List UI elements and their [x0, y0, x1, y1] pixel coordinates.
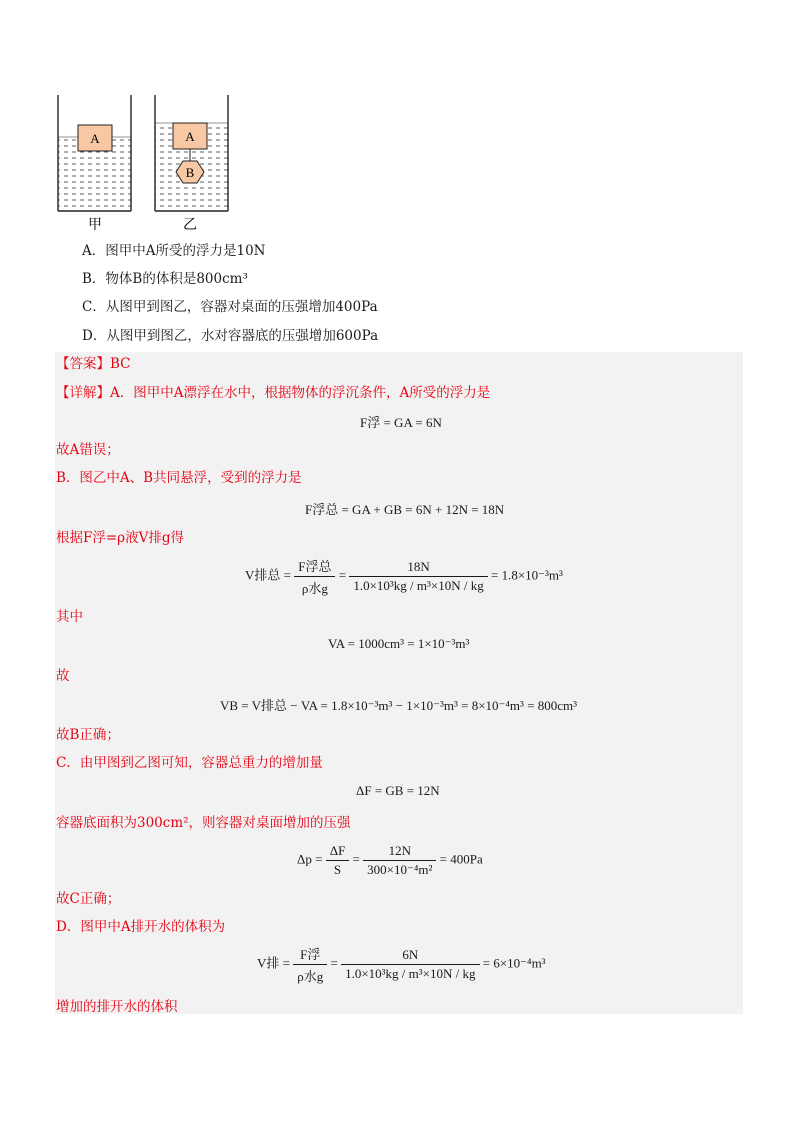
option-b: B．物体B的体积是800cm³ [82, 271, 248, 287]
container-left [58, 95, 131, 211]
option-d: D．从图甲到图乙，水对容器底的压强增加600Pa [82, 328, 379, 344]
equation-4: VA = 1000cm³ = 1×10⁻³m³ [328, 636, 470, 651]
block-b-label: B [185, 165, 195, 180]
explanation-d-intro: D．图甲中A排开水的体积为 [56, 919, 226, 935]
equation-5: VB = V排总 − VA = 1.8×10⁻³m³ − 1×10⁻³m³ = 8×10⁻⁴m³ = 800cm³ [220, 698, 578, 713]
explanation-b-conclusion: 故B正确； [56, 727, 120, 743]
option-c: C．从图甲到图乙，容器对桌面的压强增加400Pa [82, 299, 378, 315]
explanation-c-area: 容器底面积为300cm²，则容器对桌面增加的压强 [56, 815, 351, 831]
explanation-b-where: 其中 [56, 609, 83, 625]
container-figure [55, 95, 235, 235]
equation-2: F浮总 = GA + GB = 6N + 12N = 18N [305, 502, 505, 517]
explanation-a-conclusion: 故A错误； [56, 442, 120, 458]
equation-8: V排 = $\frac{\text{F浮}}{\text{ρ水g}}$ = $\frac{6N}{\text{1.0×10³kg / m³×10N / kg}}$ = 6×10⁻⁴m³ [257, 944, 546, 985]
explanation-b-intro: B．图乙中A、B共同悬浮，受到的浮力是 [56, 470, 302, 486]
equation-3: V排总 = $\frac{\text{F浮总}}{\text{ρ水g}}$ = $\frac{18N}{\text{1.0×10³kg / m³×10N / kg}}$ = 1.8×10⁻³m³ [245, 556, 563, 597]
explanation-d-more: 增加的排开水的体积 [56, 999, 178, 1015]
explanation-b-formula-intro: 根据F浮=ρ液V排g得 [56, 530, 185, 546]
label-yi: 乙 [183, 217, 197, 233]
container-right [155, 95, 228, 211]
explanation-a-intro: 【详解】A．图甲中A漂浮在水中，根据物体的浮沉条件，A所受的浮力是 [56, 385, 491, 401]
label-jia: 甲 [88, 217, 102, 233]
answer-block [55, 352, 743, 1014]
block-a-right-label: A [185, 129, 195, 144]
block-a-left-label: A [90, 131, 100, 146]
explanation-b-so: 故 [56, 668, 70, 684]
option-a: A．图甲中A所受的浮力是10N [82, 243, 266, 259]
explanation-c-conclusion: 故C正确； [56, 891, 121, 907]
equation-6: ΔF = GB = 12N [356, 783, 440, 798]
equation-1: F浮 = GA = 6N [360, 415, 442, 430]
answer-line: 【答案】BC [56, 356, 131, 372]
equation-7: Δp = $\frac{\Delta F}{S}$ = $\frac{12N}{\text{300×10⁻⁴m²}}$ = 400Pa [297, 843, 483, 877]
explanation-c-intro: C．由甲图到乙图可知，容器总重力的增加量 [56, 755, 323, 771]
